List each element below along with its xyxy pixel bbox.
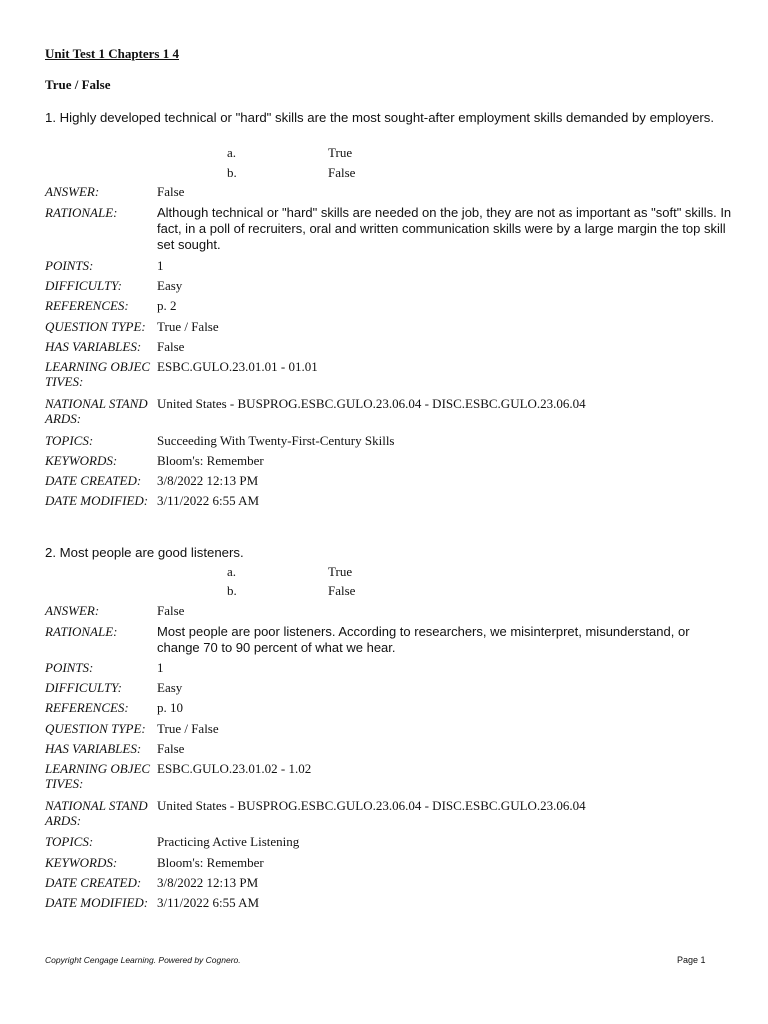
topics-value: Practicing Active Listening [157,834,300,849]
keywords-label: KEYWORDS: [45,855,118,870]
references-label: REFERENCES: [45,700,129,715]
learning-objectives-label: LEARNING OBJECTIVES: [45,761,151,791]
option-label-b: False [328,583,356,598]
option-letter-a: a. [227,145,237,160]
section-heading: True / False [45,77,111,92]
references-value: p. 2 [157,298,177,313]
difficulty-value: Easy [157,680,183,695]
document-title: Unit Test 1 Chapters 1 4 [45,46,179,61]
national-standards-value: United States - BUSPROG.ESBC.GULO.23.06.04 - DISC.ESBC.GULO.23.06.04 [157,798,586,813]
learning-objectives-label: LEARNING OBJECTIVES: [45,359,151,389]
date-created-label: DATE CREATED: [45,875,142,890]
topics-value: Succeeding With Twenty-First-Century Skills [157,433,395,448]
difficulty-label: DIFFICULTY: [45,680,122,695]
rationale-label: RATIONALE: [45,624,118,639]
rationale-value: Most people are poor listeners. According to researchers, we misinterpret, misunderstand, or change 70 to 90 percent of what we hear. [157,624,690,655]
date-modified-value: 3/11/2022 6:55 AM [157,493,260,508]
points-label: POINTS: [45,258,94,273]
option-label-a: True [328,564,353,579]
question-text: 2. Most people are good listeners. [45,545,244,560]
points-value: 1 [157,660,164,675]
date-created-label: DATE CREATED: [45,473,142,488]
question-type-value: True / False [157,721,219,736]
date-created-value: 3/8/2022 12:13 PM [157,875,259,890]
date-modified-label: DATE MODIFIED: [45,493,149,508]
date-created-value: 3/8/2022 12:13 PM [157,473,259,488]
option-label-a: True [328,145,353,160]
answer-label: ANSWER: [45,603,100,618]
answer-value: False [157,184,185,199]
answer-value: False [157,603,185,618]
has-variables-value: False [157,339,185,354]
references-label: REFERENCES: [45,298,129,313]
option-letter-b: b. [227,583,237,598]
date-modified-label: DATE MODIFIED: [45,895,149,910]
answer-label: ANSWER: [45,184,100,199]
learning-objectives-value: ESBC.GULO.23.01.02 - 1.02 [157,761,312,776]
has-variables-label: HAS VARIABLES: [45,339,142,354]
keywords-value: Bloom's: Remember [157,855,264,870]
date-modified-value: 3/11/2022 6:55 AM [157,895,260,910]
national-standards-value: United States - BUSPROG.ESBC.GULO.23.06.04 - DISC.ESBC.GULO.23.06.04 [157,396,586,411]
rationale-label: RATIONALE: [45,205,118,220]
difficulty-label: DIFFICULTY: [45,278,122,293]
option-letter-b: b. [227,165,237,180]
national-standards-label: NATIONAL STANDARDS: [45,396,148,426]
footer-page-number: Page 1 [677,955,706,965]
question-text: 1. Highly developed technical or "hard" skills are the most sought-after employment skills demanded by employers. [45,110,715,125]
topics-label: TOPICS: [45,834,94,849]
has-variables-value: False [157,741,185,756]
learning-objectives-value: ESBC.GULO.23.01.01 - 01.01 [157,359,318,374]
keywords-value: Bloom's: Remember [157,453,264,468]
question-type-label: QUESTION TYPE: [45,721,146,736]
rationale-value: Although technical or "hard" skills are needed on the job, they are not as important as "soft" skills. In fact, in a poll of recruiters, oral and written communication skills were by a large margin the top skill set sought. [157,205,732,252]
question-type-label: QUESTION TYPE: [45,319,146,334]
references-value: p. 10 [157,700,183,715]
points-value: 1 [157,258,164,273]
has-variables-label: HAS VARIABLES: [45,741,142,756]
national-standards-label: NATIONAL STANDARDS: [45,798,148,828]
option-label-b: False [328,165,356,180]
footer-copyright: Copyright Cengage Learning. Powered by Cognero. [45,955,241,965]
question-type-value: True / False [157,319,219,334]
difficulty-value: Easy [157,278,183,293]
option-letter-a: a. [227,564,237,579]
topics-label: TOPICS: [45,433,94,448]
points-label: POINTS: [45,660,94,675]
keywords-label: KEYWORDS: [45,453,118,468]
